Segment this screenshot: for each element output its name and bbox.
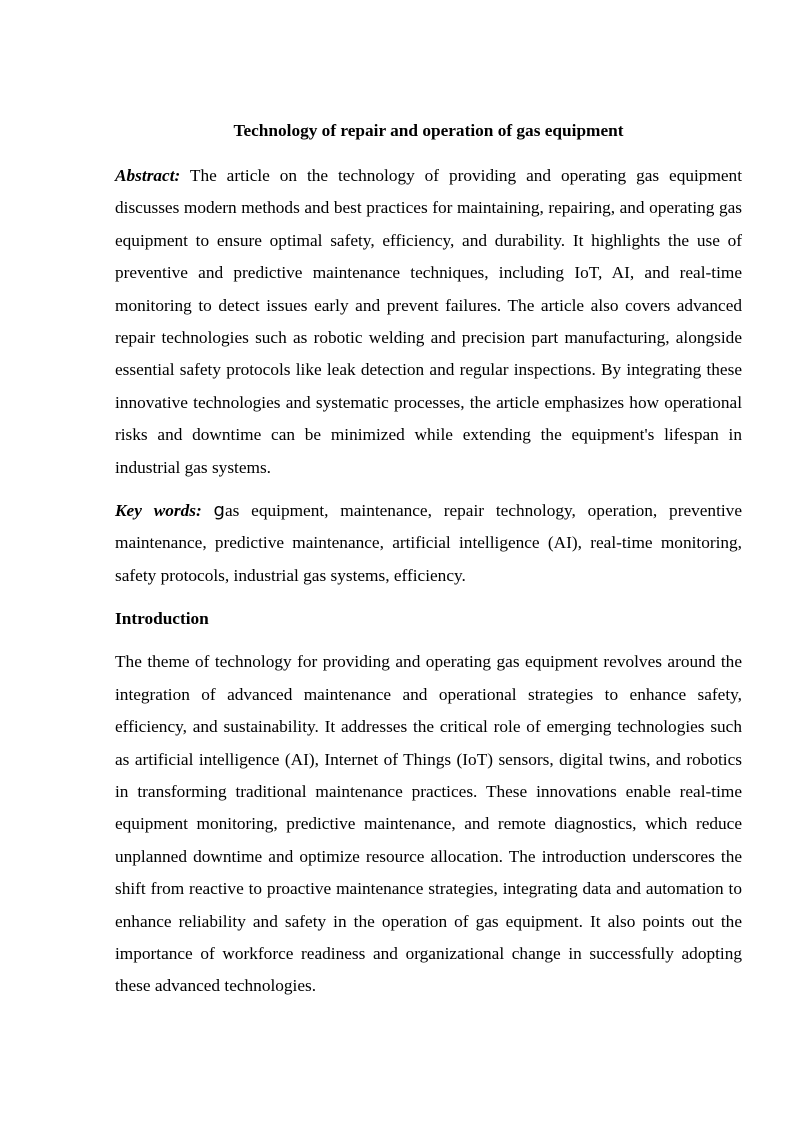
document-page (115, 117, 742, 1003)
abstract-paragraph (115, 160, 742, 484)
keywords-paragraph (115, 495, 742, 592)
introduction-heading: Introduction (115, 609, 209, 629)
abstract-text: The article on the technology of providing and operating gas equipment discusses modern methods and best practices for maintaining, repairing, and operating gas equipment to ensure optimal safety, efficiency, and durability. It highlights the use of preventive and predictive maintenance techniques, including IoT, AI, and real-time monitoring to detect issues early and prevent failures. The article also covers advanced repair technologies such as robotic welding and precision part manufacturing, alongside essential safety protocols like leak detection and regular inspections. By integrating these innovative technologies and systematic processes, the article emphasizes how operational risks and downtime can be minimized while extending the equipment's lifespan in industrial gas systems. (115, 166, 742, 477)
introduction-paragraph: The theme of technology for providing and operating gas equipment revolves around the integration of advanced maintenance and operational strategies to enhance safety, efficiency, and sustainability. It addresses the critical role of emerging technologies such as artificial intelligence (AI), Internet of Things (IoT) sensors, digital twins, and robotics in transforming traditional maintenance practices. These innovations enable real-time equipment monitoring, predictive maintenance, and remote diagnostics, which reduce unplanned downtime and optimize resource allocation. The introduction underscores the shift from reactive to proactive maintenance strategies, integrating data and automation to enhance reliability and safety in the operation of gas equipment. It also points out the importance of workforce readiness and organizational change in successfully adopting these advanced technologies. (115, 652, 742, 996)
keywords-label: Key words: (115, 501, 202, 521)
keywords-first-letter: g (213, 500, 225, 522)
keywords-text: as equipment, maintenance, repair technology, operation, preventive maintenance, predictive maintenance, artificial intelligence (AI), real-time monitoring, safety protocols, industrial gas systems, efficiency. (115, 501, 742, 585)
abstract-label: Abstract: (115, 166, 181, 185)
article-title: Technology of repair and operation of gas equipment (233, 121, 624, 140)
